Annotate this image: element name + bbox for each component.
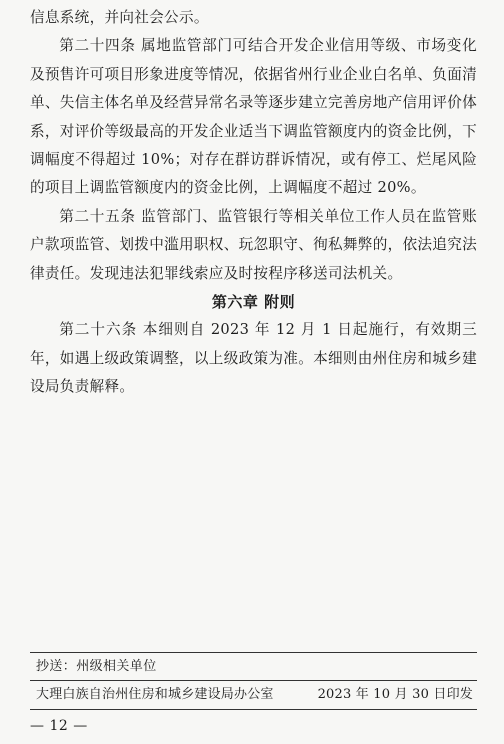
paragraph-continuation: 信息系统，并向社会公示。 xyxy=(30,9,209,26)
bottom-divider xyxy=(30,709,477,710)
paragraph-article-24: 第二十四条 属地监管部门可结合开发企业信用等级、市场变化及预售许可项目形象进度等情况，依据省州行业企业白名单、负面清单、失信主体名单及经营异常名录等逐步建立完善房地产信用评价体系，对评价等级最高的开发企业适当下调监管额度内的资金比例，下调幅度不得超过 10%；对存在群访群诉情况，或有停工、烂尾风险的项目上调监管额度内的资金比例，上调幅度不超过 20%。 xyxy=(30,37,477,197)
paragraph-article-26: 第二十六条 本细则自 2023 年 12 月 1 日起施行，有效期三年，如遇上级政策调整，以上级政策为准。本细则由州住房和城乡建设局负责解释。 xyxy=(30,321,477,396)
page-number: — 12 — xyxy=(30,718,88,734)
document-body xyxy=(30,4,477,402)
issuer-name: 大理白族自治州住房和城乡建设局办公室 xyxy=(36,687,274,702)
distribution-block xyxy=(30,652,477,710)
issuer-line xyxy=(30,681,477,709)
chapter-heading: 第六章 附则 xyxy=(211,293,296,312)
cc-line: 抄送：州级相关单位 xyxy=(36,659,157,674)
paragraph-article-25: 第二十五条 监管部门、监管银行等相关单位工作人员在监管账户款项监管、划拨中滥用职权、玩忽职守、徇私舞弊的，依法追究法律责任。发现违法犯罪线索应及时按程序移送司法机关。 xyxy=(30,207,477,282)
issue-date: 2023 年 10 月 30 日印发 xyxy=(317,687,473,702)
